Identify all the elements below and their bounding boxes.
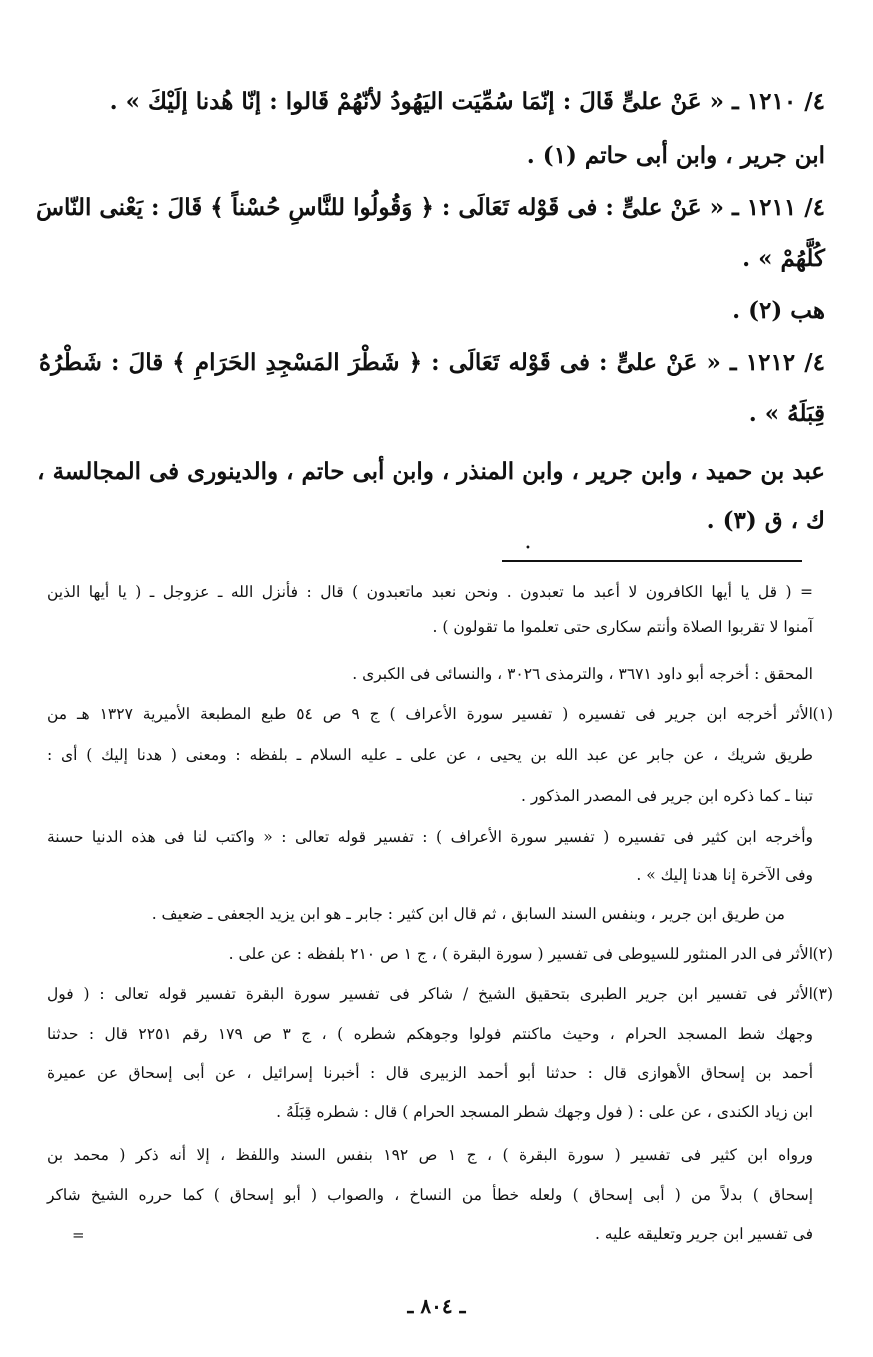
- footnote-3-line: فى تفسير ابن جرير وتعليقه عليه .: [594, 1225, 813, 1243]
- hadith-1211: ٤/ ١٢١١ ـ « عَنْ علىٍّ : فى قَوْله تَعَالَى : ﴿ وَقُولُوا للنَّاسِ حُسْناً ﴾ قَالَ : يَعْنى النّاسَ: [35, 194, 825, 221]
- hadith-1212: ٤/ ١٢١٢ ـ « عَنْ علىٍّ : فى قَوْله تَعَالَى : ﴿ شَطْرَ المَسْجِدِ الحَرَامِ ﴾ قالَ : شَطْرُهُ: [39, 349, 825, 376]
- footnote-divider: [502, 560, 802, 562]
- footnote-1-line: وفى الآخرة إنا هدنا إليك » .: [636, 866, 813, 884]
- continued-mark: =: [72, 1226, 85, 1244]
- footnote-3-line: أحمد بن إسحاق الأهوازى قال : حدثنا أبو أحمد الزبيرى قال : أخبرنا إسرائيل ، عن أبى إسحاق عن عميرة: [47, 1064, 813, 1082]
- footnote-3-line: إسحاق ) بدلاً من ( أبى إسحاق ) ولعله خطأ من النساخ ، والصواب ( أبو إسحاق ) كما حرره الشيخ شاكر: [47, 1186, 813, 1204]
- source-1212: عبد بن حميد ، وابن جرير ، وابن المنذر ، وابن أبى حاتم ، والدينورى فى المجالسة ،: [37, 458, 825, 485]
- footnote-3-line: الأثر فى تفسير ابن جرير الطبرى بتحقيق الشيخ / شاكر فى تفسير سورة البقرة تفسير قوله تعالى : ( فول: [47, 985, 813, 1003]
- source-1210: ابن جرير ، وابن أبى حاتم (١) .: [526, 142, 825, 169]
- page-number: ـ ٨٠٤ ـ: [407, 1294, 466, 1318]
- footnote-3-line: ابن زياد الكندى ، عن على : ( فول وجهك شطر المسجد الحرام ) قال : شطره قِبَلَهُ .: [276, 1103, 813, 1121]
- hadith-1212-cont: قِبَلَهُ » .: [748, 400, 825, 427]
- hadith-1211-cont: كُلَّهُمْ » .: [742, 245, 825, 272]
- footnote-cont-line: المحقق : أخرجه أبو داود ٣٦٧١ ، والترمذى ٣٠٢٦ ، والنسائى فى الكبرى .: [352, 665, 813, 683]
- footnote-cont-line: = ( قل يا أيها الكافرون لا أعبد ما تعبدون . ونحن نعبد ماتعبدون ) قال : فأنزل الله ـ عزوجل ـ ( يا أيها الذين: [47, 583, 813, 601]
- footnote-1-line: طريق شريك ، عن جابر عن عبد الله بن يحيى ، عن على ـ عليه السلام ـ بلفظه : ومعنى ( هدنا إليك ) أى :: [47, 746, 813, 764]
- source-1211: هب (٢) .: [732, 297, 825, 324]
- hadith-1210: ٤/ ١٢١٠ ـ « عَنْ علىٍّ قَالَ : إنّمَا سُمِّيَت اليَهُودُ لأنّهُمْ قَالوا : إنّا هُدنا إلَيْكَ » .: [109, 88, 825, 115]
- footnote-2-line: الأثر فى الدر المنثور للسيوطى فى تفسير ( سورة البقرة ) ، ج ١ ص ٢١٠ بلفظه : عن على .: [228, 945, 813, 963]
- footnote-3-line: ورواه ابن كثير فى تفسير ( سورة البقرة ) ، ج ١ ص ١٩٢ بنفس السند واللفظ ، إلا أنه ذكر ( محمد بن: [47, 1146, 813, 1164]
- stray-dot: •: [525, 543, 531, 554]
- footnote-3-line: وجهك شط المسجد الحرام ، وحيث ماكنتم فولوا وجوهكم شطره ) ، ج ٣ ص ١٧٩ رقم ٢٢٥١ قال : حدثنا: [47, 1025, 814, 1043]
- footnote-1-marker: (١): [812, 705, 833, 723]
- footnote-1-line: الأثر أخرجه ابن جرير فى تفسيره ( تفسير سورة الأعراف ) ج ٩ ص ٥٤ طبع المطبعة الأميرية ١٣٢٧ هـ من: [47, 705, 813, 723]
- footnote-cont-line: آمنوا لا تقربوا الصلاة وأنتم سكارى حتى تعلموا ما تقولون ) .: [432, 618, 813, 636]
- footnote-1-line: تبنا ـ كما ذكره ابن جرير فى المصدر المذكور .: [520, 787, 813, 805]
- footnote-2-marker: (٢): [812, 945, 833, 963]
- footnote-1-line: من طريق ابن جرير ، وبنفس السند السابق ، ثم قال ابن كثير : جابر ـ هو ابن يزيد الجعفى ـ ضعيف .: [151, 905, 785, 923]
- footnote-1-line: وأخرجه ابن كثير فى تفسيره ( تفسير سورة الأعراف ) : تفسير قوله تعالى : « واكتب لنا فى هذه الدنيا حسنة: [47, 828, 813, 846]
- source-1212-cont: ك ، ق (٣) .: [706, 507, 825, 534]
- footnote-3-marker: (٣): [812, 985, 833, 1003]
